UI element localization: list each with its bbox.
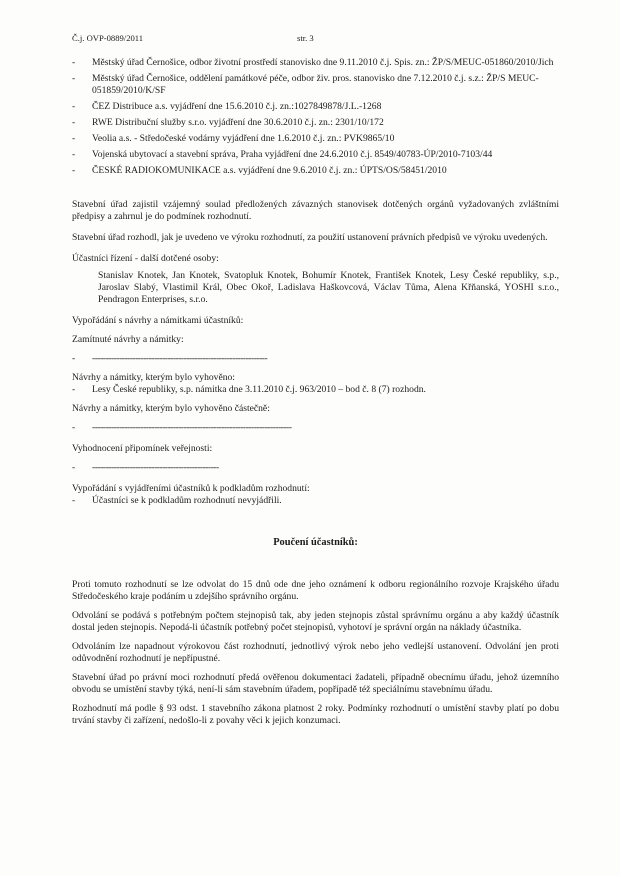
proposals-heading: Vypořádání s návrhy a námitkami účastníků:	[72, 315, 244, 326]
list-item: - Vojenská ubytovací a stavební správa, Praha vyjádření dne 24.6.2010 č.j. 8549/40783-ÚP/2010-7103/44	[72, 149, 559, 161]
accepted-label: Návrhy a námitky, kterým bylo vyhověno:	[72, 372, 235, 383]
paragraph-harmony: Stavební úřad zajistil vzájemný soulad předložených závazných stanovisek dotčených orgánů vyžadovaných zvláštními předpisy a zahrnul je do podmínek rozhodnutí.	[72, 199, 559, 222]
list-item: - Veolia a.s. - Středočeské vodárny vyjádření dne 1.6.2010 č.j. zn.: PVK9865/10	[72, 133, 559, 145]
document-body	[72, 57, 559, 727]
partial-line: - --------------------------------------------------------------------------	[72, 422, 559, 434]
public-line: - -----------------------------------------------	[72, 462, 559, 474]
participants-label: Účastníci řízení - další dotčené osoby:	[72, 253, 219, 264]
rejected-label: Zamítnuté návrhy a námitky:	[72, 334, 184, 345]
statements-label: Vypořádání s vyjádřeními účastníků k podkladům rozhodnutí:	[72, 483, 310, 494]
instruction-paragraph: Odvoláním lze napadnout výrokovou část rozhodnutí, jednotlivý výrok nebo jeho vedlejší ustanovení. Odvolání jen proti odůvodnění rozhodnutí je nepřípustné.	[72, 641, 559, 664]
list-item: - RWE Distribuční služby s.r.o. vyjádření dne 30.6.2010 č.j. zn.: 2301/10/172	[72, 117, 559, 129]
statements-item: - Účastníci se k podkladům rozhodnutí nevyjádřili.	[72, 495, 559, 507]
page-number: str. 3	[297, 33, 314, 43]
list-item: - ČEZ Distribuce a.s. vyjádření dne 15.6.2010 č.j. zn.:1027849878/J.L.-1268	[72, 101, 559, 113]
instruction-paragraph: Rozhodnutí má podle § 93 odst. 1 stavebního zákona platnost 2 roky. Podmínky rozhodnutí o umístění stavby platí po dobu trvání stavby či zařízení, nedošlo-li z povahy věci k jejich konzumaci.	[72, 703, 559, 726]
public-label: Vyhodnocení připomínek veřejnosti:	[72, 443, 213, 454]
instruction-paragraph: Proti tomuto rozhodnutí se lze odvolat do 15 dnů ode dne jeho oznámení k odboru regionálního rozvoje Krajského úřadu Středočeského kraje podáním u zdejšího správního orgánu.	[72, 579, 559, 602]
partial-label: Návrhy a námitky, kterým bylo vyhověno částečně:	[72, 403, 270, 414]
list-item: - ČESKÉ RADIOKOMUNIKACE a.s. vyjádření dne 9.6.2010 č.j. zn.: ÚPTS/OS/58451/2010	[72, 165, 559, 177]
rejected-line: - -----------------------------------------------------------------	[72, 353, 559, 365]
paragraph-decision: Stavební úřad rozhodl, jak je uvedeno ve výroku rozhodnutí, za použití ustanovení právních předpisů ve výroku uvedených.	[72, 232, 548, 243]
instruction-title: Poučení účastníků:	[273, 537, 358, 548]
accepted-item: - Lesy České republiky, s.p. námitka dne 3.11.2010 č.j. 963/2010 – bod č. 8 (7) rozhodn.	[72, 384, 559, 396]
list-item: - Městský úřad Černošice, odbor životní prostředí stanovisko dne 9.11.2010 č.j. Spis. zn.: ŽP/S/MEUC-051860/2010/Jich	[72, 57, 559, 69]
instruction-paragraph: Stavební úřad po právní moci rozhodnutí předá ověřenou dokumentaci žadateli, případně obecnímu úřadu, jehož územního obvodu se umístění stavby týká, není-li sám stavebním úřadem, popřípadě též speciálnímu stavebnímu úřadu.	[72, 672, 559, 695]
opinions-list	[72, 57, 559, 177]
list-item: - Městský úřad Černošice, oddělení památkové péče, odbor živ. pros. stanovisko dne 7.12.2010 č.j. s.z.: ŽP/S MEUC-051859/2010/K/SF	[72, 73, 559, 97]
participants-text: Stanislav Knotek, Jan Knotek, Svatopluk Knotek, Bohumír Knotek, František Knotek, Lesy České republiky, s.p., Jaroslav Slabý, Vlastimil Král, Obec Okoř, Ladislava Haškovcová, Václav Tůma, Alena Křňanská, YOSHI s.r.o., Pendragon Enterprises, s.r.o.	[98, 270, 559, 305]
instruction-paragraph: Odvolání se podává s potřebným počtem stejnopisů tak, aby jeden stejnopis zůstal správnímu orgánu a aby každý účastník dostal jeden stejnopis. Nepodá-li účastník potřebný počet stejnopisů, vyhotoví je správní orgán na náklady účastníka.	[72, 610, 559, 633]
reference-number: Č.j. OVP-0889/2011	[72, 33, 144, 43]
